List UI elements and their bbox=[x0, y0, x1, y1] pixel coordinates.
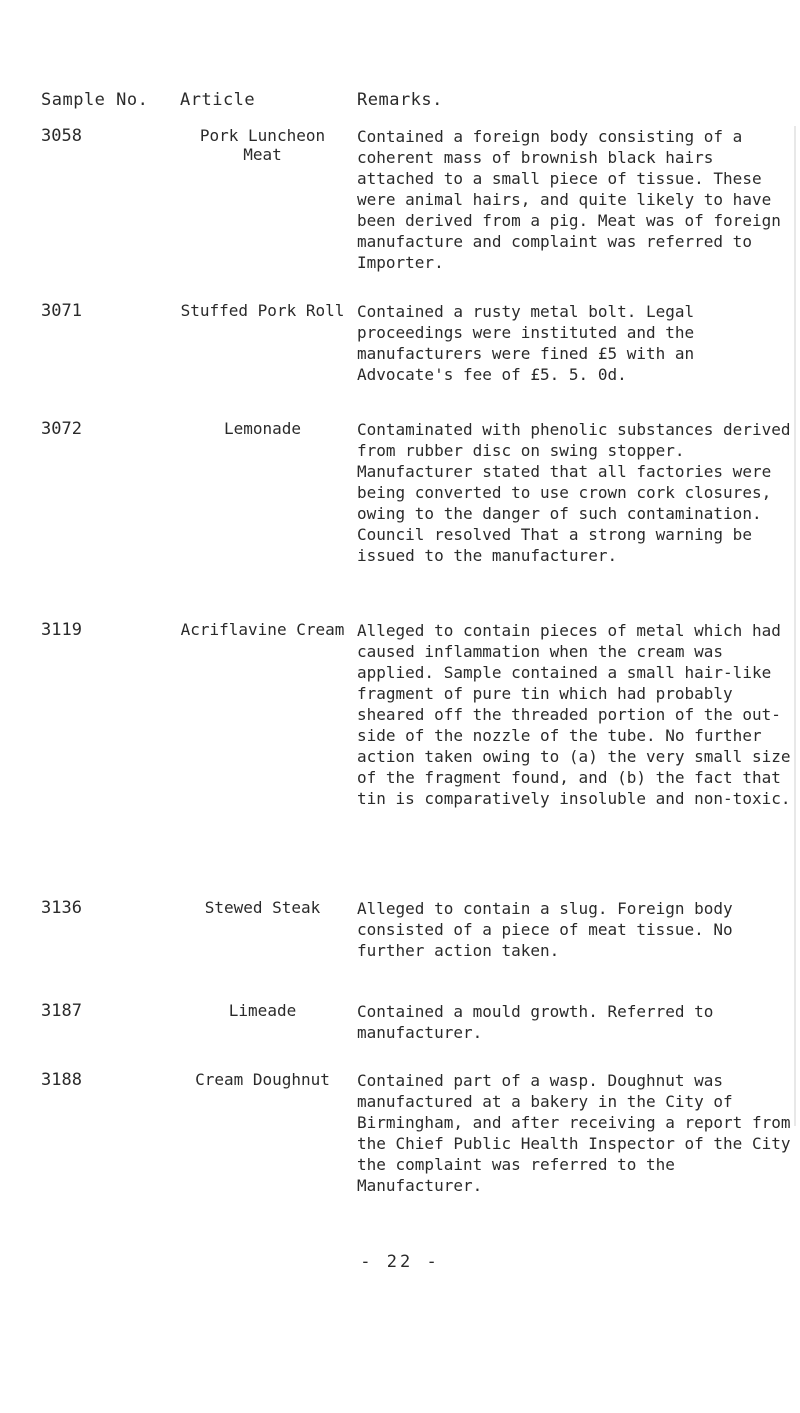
article-name: Stewed Steak bbox=[204, 898, 321, 917]
article-name: Pork Luncheon Meat bbox=[199, 126, 326, 164]
article-name: Cream Doughnut bbox=[195, 1070, 330, 1089]
sample-number: 3136 bbox=[41, 898, 82, 918]
sample-number: 3058 bbox=[41, 126, 82, 146]
sample-number: 3119 bbox=[41, 620, 82, 640]
page-number: - 22 - bbox=[360, 1252, 440, 1272]
sample-number: 3188 bbox=[41, 1070, 82, 1090]
remarks-text: Alleged to contain pieces of metal which had caused inflammation when the cream was applied. Sample contained a small hair-like fragment of pure tin which had probably sheared off the threaded portion of the out-side of the nozzle of the tube. No further action taken owing to (a) the very small size of the fragment found, and (b) the fact that tin is comparatively insoluble and non-toxic. bbox=[357, 621, 791, 808]
sample-number: 3187 bbox=[41, 1001, 82, 1021]
remarks-text: Contained part of a wasp. Doughnut was manufactured at a bakery in the City of Birmingham, and after receiving a report from the Chief Public Health Inspector of the City the complaint was referred to the Manufacturer. bbox=[357, 1071, 791, 1195]
article-name: Acriflavine Cream bbox=[180, 620, 345, 639]
sample-number: 3072 bbox=[41, 419, 82, 439]
remarks-text: Contained a rusty metal bolt. Legal proceedings were instituted and the manufacturers were fined £5 with an Advocate's fee of £5. 5. 0d. bbox=[357, 302, 695, 384]
article-name: Stuffed Pork Roll bbox=[180, 301, 345, 320]
remarks-text: Contained a foreign body consisting of a coherent mass of brownish black hairs attached to a small piece of tissue. These were animal hairs, and quite likely to have been derived from a pig. Meat was of foreign manufacture and complaint was referred to Importer. bbox=[357, 127, 781, 272]
page-edge-divider bbox=[794, 126, 796, 1126]
remarks-text: Alleged to contain a slug. Foreign body consisted of a piece of meat tissue. No further action taken. bbox=[357, 899, 733, 960]
column-header-remarks: Remarks. bbox=[357, 90, 443, 110]
remarks-text: Contained a mould growth. Referred to manufacturer. bbox=[357, 1002, 714, 1042]
article-name: Limeade bbox=[228, 1001, 297, 1020]
article-name: Lemonade bbox=[223, 419, 302, 438]
remarks-text: Contaminated with phenolic substances derived from rubber disc on swing stopper. Manufacturer stated that all factories were being converted to use crown cork closures, owing to the danger of such contamination. Council resolved That a strong warning be issued to the manufacturer. bbox=[357, 420, 791, 565]
column-header-sample-no: Sample No. bbox=[41, 90, 149, 110]
column-header-article: Article bbox=[180, 90, 256, 110]
sample-number: 3071 bbox=[41, 301, 82, 321]
